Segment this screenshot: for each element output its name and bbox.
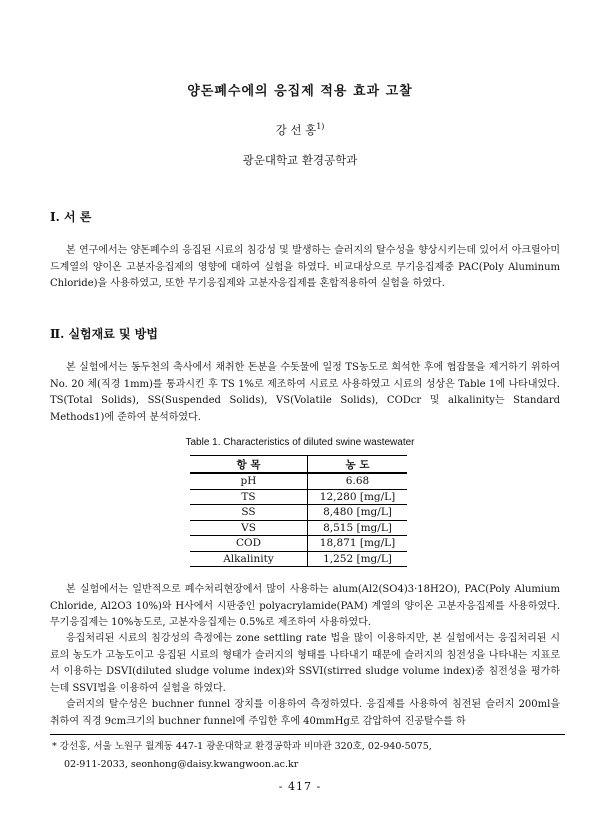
- introduction-paragraph: 본 연구에서는 양돈폐수의 응집된 시료의 침강성 및 발생하는 슬러지의 탈수성을 향상시키는데 있어서 아크릴아미드계열의 양이온 고분자응집제의 영향에 대하여 실험을 하였다. 비교대상으로 무기응집제중 PAC(Poly Aluminum Chloride)을 사용하였고, 또한 무기응집제와 고분자응집제를 혼합적용하여 실험을 하였다.: [50, 245, 560, 290]
- methods-paragraph-1: 본 실험에서는 동두천의 축사에서 채취한 돈분을 수돗물에 일정 TS농도로 희석한 후에 협잡물을 제거하기 위하여 No. 20 체(직경 1mm)를 통과시킨 후 TS 1%로 제조하여 시료로 사용하였고 시료의 성상은 Table 1에 나타내었다. TS(Total Solids), SS(Suspended Solids), VS(Volatile Solids), CODcr 및 alkalinity는 Standard Methods1)에 준하여 분석하였다.: [50, 362, 560, 423]
- author-name: 강 선 홍: [275, 123, 317, 137]
- methods-paragraph-4: 슬러지의 탈수성은 buchner funnel 장치를 이용하여 측정하였다. 응집제를 사용하여 침전된 슬러지 200ml을 취하여 직경 9cm크기의 buchner funnel에 주입한 후에 40mmHg로 감압하여 진공탈수를 하: [50, 699, 560, 727]
- table-cell-value: 6.68: [308, 473, 408, 489]
- table-row: [190, 551, 407, 567]
- author-footnote-mark: 1): [316, 122, 325, 132]
- table-row: [190, 489, 407, 505]
- section-heading-introduction: Ⅰ. 서 론: [50, 210, 92, 224]
- methods-paragraph-3: 응집처리된 시료의 침강성의 측정에는 zone settling rate 법을 많이 이용하지만, 본 실험에서는 응집처리된 시료의 농도가 고농도이고 응집된 시료의 형태가 슬러지의 형태를 나타내기 때문에 슬러지의 침전성을 나타내는 지표로서 이용하는 DSVI(diluted sludge volume index)와 SSVI(stirred sludge volume index)중 침전성을 평가하는데 SSVI법을 이용하여 실험을 하였다.: [50, 633, 560, 694]
- methods-paragraph-2: 본 실험에서는 일반적으로 폐수처리현장에서 많이 사용하는 alum(Al2(SO4)3·18H2O), PAC(Poly Alumium Chloride, Al2O3 10%)와 H사에서 시판중인 polyacrylamide(PAM) 계열의 양이온 고분자응집제를 사용하였다. 무기응집제는 10%농도로, 고분자응집제는 0.5%로 제조하여 사용하였다.: [50, 584, 560, 629]
- table-cell-value: 8,480 [mg/L]: [308, 505, 408, 521]
- author-line: [0, 122, 600, 138]
- page-number: - 417 -: [278, 780, 322, 793]
- table-cell-parameter: VS: [190, 520, 308, 536]
- footnote-line-1: * 강선홍, 서울 노원구 월계동 447-1 광운대학교 환경공학과 비마관 320호, 02-940-5075,: [52, 741, 432, 752]
- table-header-concentration: 농 도: [308, 456, 408, 474]
- characteristics-table: [190, 455, 407, 567]
- table-row: [190, 536, 407, 552]
- table-header-item: 항 목: [190, 456, 308, 474]
- table-cell-parameter: Alkalinity: [190, 551, 308, 567]
- footnote-line-2: 02-911-2033, seonhong@daisy.kwangwoon.ac.kr: [64, 759, 299, 770]
- affiliation: 광운대학교 환경공학과: [242, 153, 358, 167]
- table-row: [190, 505, 407, 521]
- table-cell-value: 12,280 [mg/L]: [308, 489, 408, 505]
- table-cell-parameter: SS: [190, 505, 308, 521]
- table-cell-parameter: pH: [190, 473, 308, 489]
- table-cell-parameter: COD: [190, 536, 308, 552]
- table-cell-value: 8,515 [mg/L]: [308, 520, 408, 536]
- section-heading-methods: Ⅱ. 실험재료 및 방법: [50, 327, 158, 341]
- table-header-row: [190, 456, 407, 474]
- table-row: [190, 520, 407, 536]
- table-cell-parameter: TS: [190, 489, 308, 505]
- table-row: [190, 473, 407, 489]
- table-cell-value: 1,252 [mg/L]: [308, 551, 408, 567]
- author-footnote: [52, 738, 562, 774]
- paper-title: 양돈폐수에의 응집제 적용 효과 고찰: [187, 84, 413, 99]
- table-caption: Table 1. Characteristics of diluted swine wastewater: [185, 437, 415, 448]
- footnote-divider: [50, 734, 565, 735]
- table-cell-value: 18,871 [mg/L]: [308, 536, 408, 552]
